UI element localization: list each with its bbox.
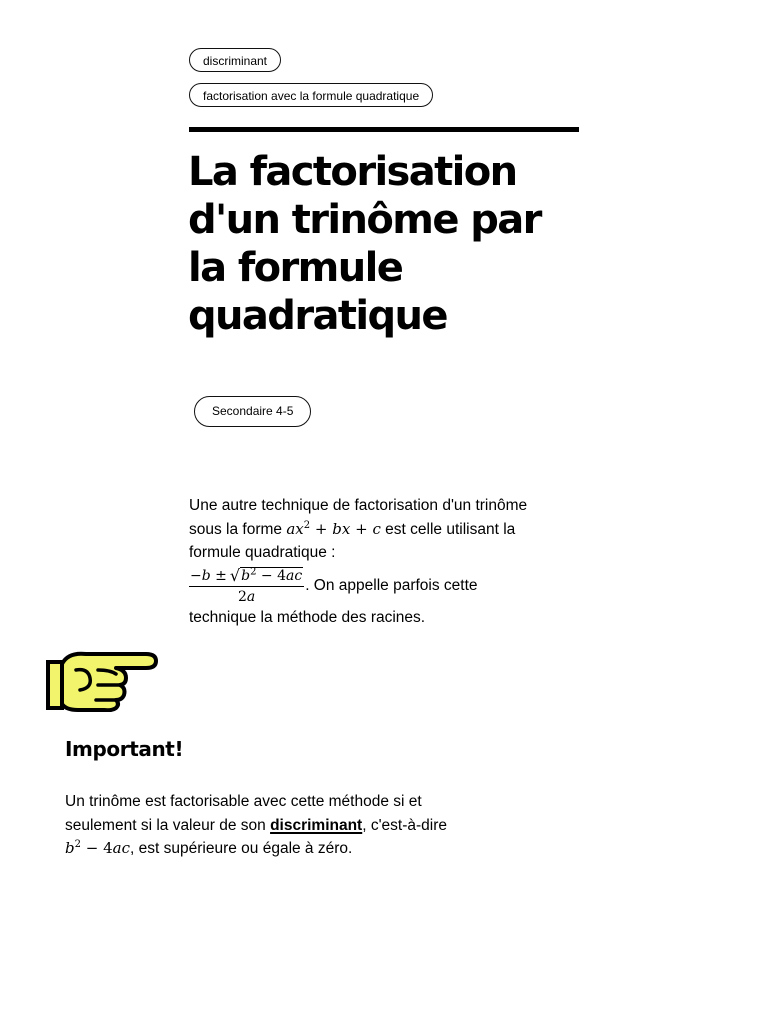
pointing-hand-icon	[46, 648, 158, 712]
important-paragraph	[65, 790, 465, 861]
tag-discriminant[interactable]: discriminant	[189, 48, 281, 72]
discriminant-link[interactable]: discriminant	[270, 816, 363, 834]
important-text-1: Un trinôme est factorisable avec cette méthode si et seulement si la valeur de son	[65, 793, 422, 834]
intro-text-1: Une autre technique de factorisation d'un trinôme sous la forme	[189, 497, 528, 538]
title-divider	[189, 127, 579, 132]
important-title: Important!	[65, 737, 184, 761]
important-text-3: , est supérieure ou égale à zéro.	[130, 840, 353, 857]
page-title: La factorisation d'un trinôme par la formule quadratique	[188, 149, 541, 339]
formula-radicand: $b^2 - 4ac$	[241, 565, 303, 584]
trinomial-form: $ax^2$ + bx + c	[286, 519, 381, 538]
intro-text-3-end: technique la méthode des racines.	[189, 608, 426, 626]
quadratic-formula-line	[189, 567, 549, 606]
tag-factorisation-formule-quadratique[interactable]: factorisation avec la formule quadratique	[189, 83, 433, 107]
square-root	[230, 567, 303, 585]
intro-text-3-inline: . On appelle parfois cette	[305, 577, 478, 595]
formula-denominator: 2a	[237, 588, 256, 605]
discriminant-expression: $b^2 - 4ac$	[65, 839, 131, 857]
intro-text-2: est celle utilisant la formule quadratique :	[189, 520, 516, 561]
important-text-2: , c'est-à-dire	[362, 816, 448, 834]
intro-paragraph	[189, 494, 549, 629]
square-root-sign: √	[229, 565, 241, 585]
formula-numerator-prefix: −b ±	[190, 567, 227, 584]
quadratic-formula	[189, 567, 304, 606]
level-badge[interactable]: Secondaire 4-5	[194, 396, 311, 427]
formula-numerator	[189, 567, 304, 587]
